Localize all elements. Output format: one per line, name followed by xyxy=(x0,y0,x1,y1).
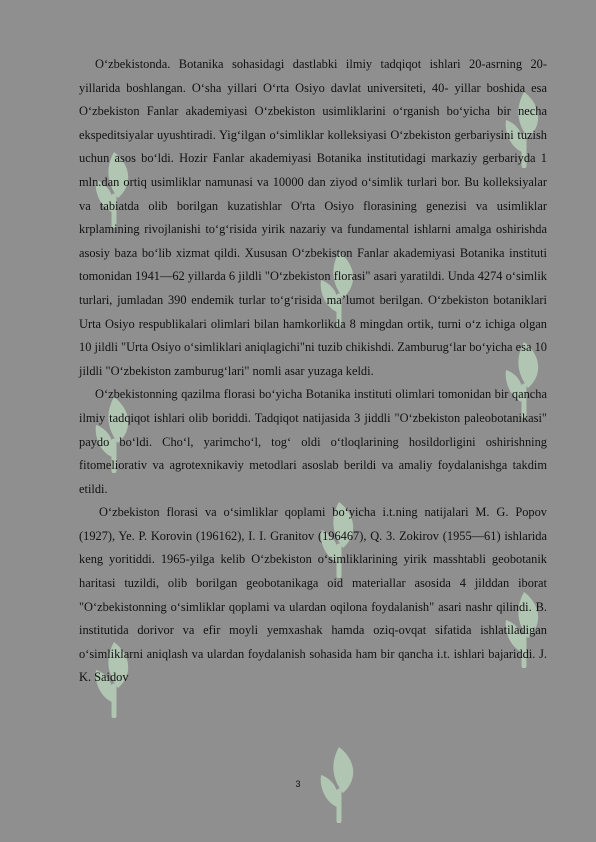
paragraph-2: O‘zbekistonning qazilma florasi bo‘yicha Botanika instituti olimlari tomonidan bir qancha ilmiy tadqiqot ishlari olib boriddi. Tadqiqot natijasida 3 jiddli "O‘zbekiston paleobotanikasi" paydo bo‘ldi. Cho‘l, yarimcho‘l, tog‘ oldi o‘tloqlarining hosildorligini oshirishning fitomeliorativ va agrotexnikaviy metodlari asoslab berildi va amaliy foydalanishga takdim etildi. xyxy=(79,387,547,496)
paragraph-3: O‘zbekiston florasi va o‘simliklar qoplami bo‘yicha i.t.ning natijalari M. G. Popov (1927), Ye. P. Korovin (196162), I. I. Granitov (196467), Q. 3. Zokirov (1955—61) ishlarida keng yoritiddi. 1965-yilga kelib O‘zbekiston o‘simliklarining yirik masshtabli geobotanik haritasi tuzildi, olib borilgan geobotanikaga oid materiallar asosida 4 jilddan iborat "O‘zbekistonning o‘simliklar qoplami va ulardan oqilona foydalanish" asari nashr qilindi. B. institutida dorivor va efir moyli yemxashak hamda oziq-ovqat sifatida ishlatiladigan o‘simliklarni aniqlash va ulardan foydalanish sohasida ham bir qancha i.t. ishlari bajariddi. J. K. Saidov xyxy=(79,505,547,685)
document-body xyxy=(79,53,547,690)
paragraph-1: O‘zbekistonda. Botanika sohasidagi dastlabki ilmiy tadqiqot ishlari 20-asrning 20- yillarida boshlangan. O‘sha yillari O‘rta Osiyo davlat universiteti, 40- yillar boshida esa O‘zbekiston Fanlar akademiyasi O‘zbekiston usimliklarini o‘rganish bo‘yicha bir necha ekspeditsiyalar uyushtiradi. Yig‘ilgan o‘simliklar kolleksiyasi O‘zbekiston gerbariysini tuzish uchun asos bo‘ldi. Hozir Fanlar akademiyasi Botanika institutidagi markaziy gerbariyda 1 mln.dan ortiq usimliklar namunasi va 10000 dan ziyod o‘simlik turlari bor. Bu kolleksiyalar va tabiatda olib borilgan kuzatishlar O'rta Osiyo florasining genezisi va usimliklar krplamining rivojlanishi to‘g‘risida yirik nazariy va fundamental ishlarni amalga oshirishda asosiy baza bo‘lib xizmat qildi. Xususan O‘zbekiston Fanlar akademiyasi Botanika instituti tomonidan 1941—62 yillarda 6 jildli "O‘zbekiston florasi" asari yaratildi. Unda 4274 o‘simlik turlari, jumladan 390 endemik turlar to‘g‘risida ma’lumot berilgan. O‘zbekiston botaniklari Urta Osiyo respublikalari olimlari bilan hamkorlikda 8 mingdan ortik, turni o‘z ichiga olgan 10 jildli "Urta Osiyo o‘simliklari aniqlagichi"ni tuzib chikishdi. Zamburug‘lar bo‘yicha esa 10 jildli "O‘zbekiston zamburug‘lari" nomli asar yuzaga keldi. xyxy=(79,57,547,378)
page-number: 3 xyxy=(295,779,301,789)
